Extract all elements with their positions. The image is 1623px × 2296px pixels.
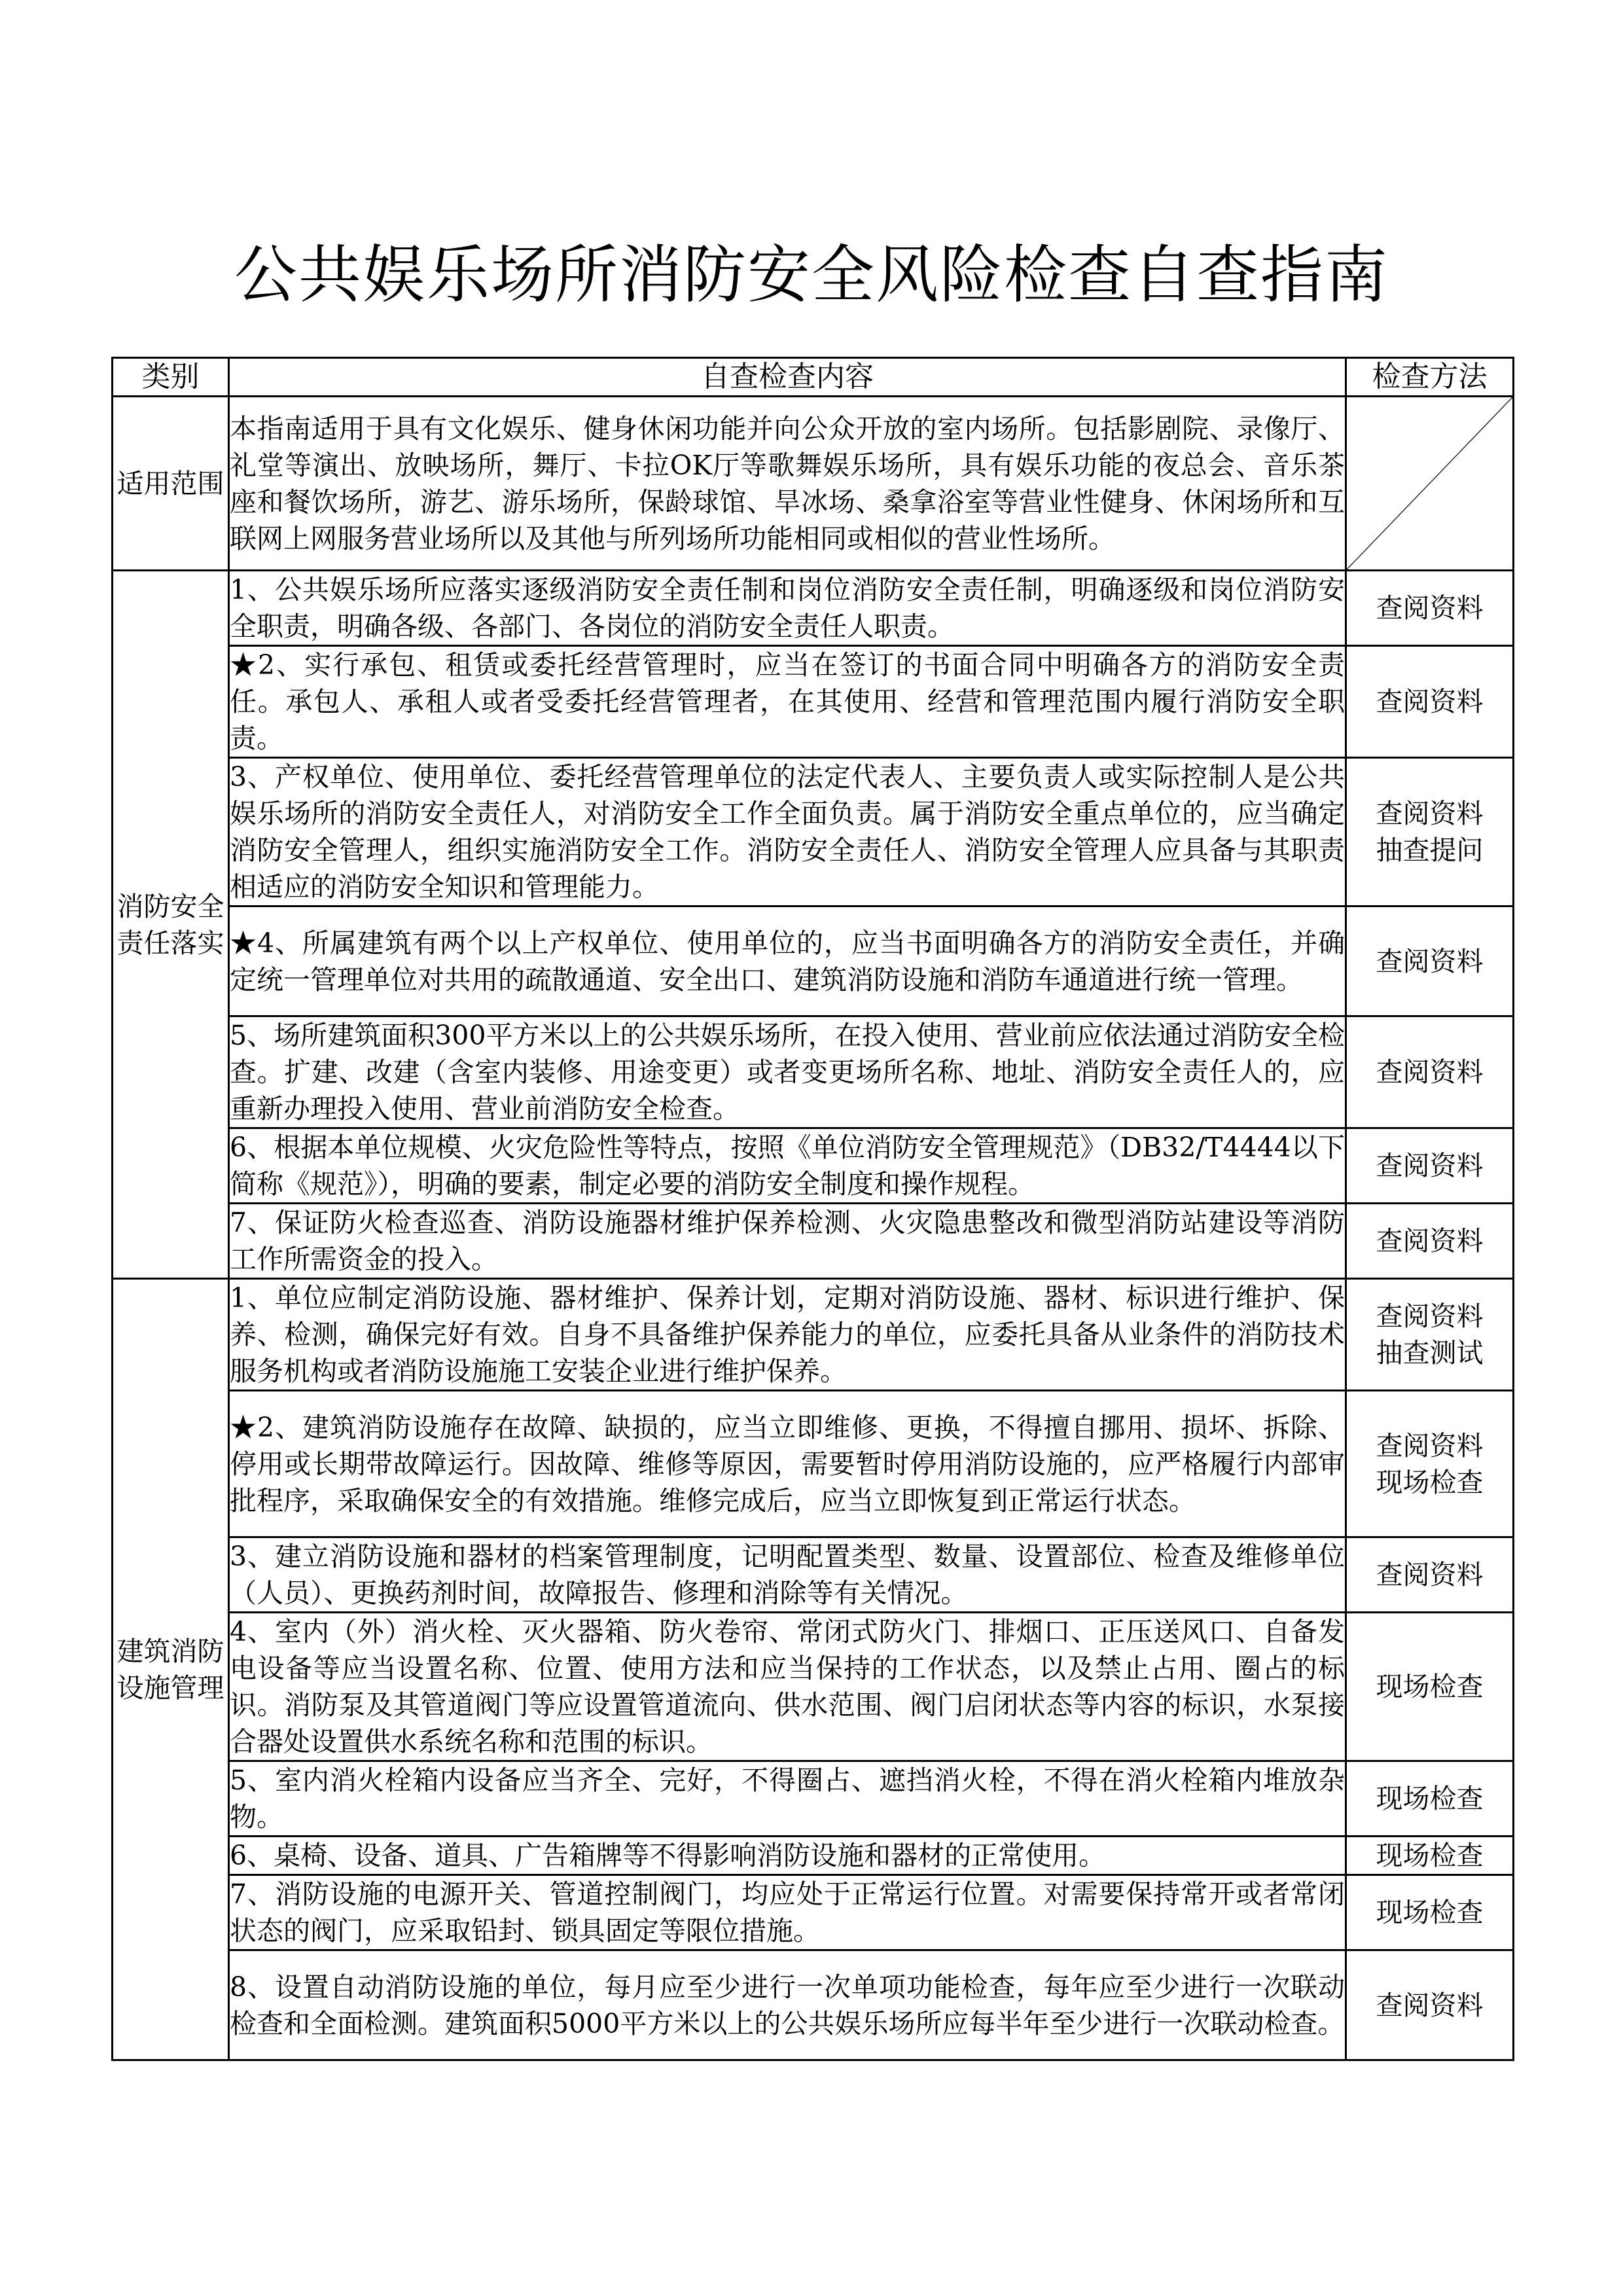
table-row: [113, 1875, 1514, 1950]
method-cell: [1346, 1279, 1514, 1391]
method-cell: [1346, 1128, 1514, 1204]
method-label: 现场检查: [1376, 1671, 1484, 1702]
table-header-row: [113, 358, 1514, 397]
method-label: 现场检查: [1376, 1840, 1484, 1871]
content-cell: 5、室内消火栓箱内设备应当齐全、完好，不得圈占、遮挡消火栓，不得在消火栓箱内堆放杂物。: [229, 1761, 1346, 1837]
table-row: [113, 1613, 1514, 1761]
diagonal-cell: [1346, 397, 1514, 571]
table-row: [113, 397, 1514, 571]
method-label: 现场检查: [1376, 1897, 1484, 1928]
table-row: [113, 1537, 1514, 1613]
method-cell: [1346, 1875, 1514, 1950]
content-cell: 5、场所建筑面积300平方米以上的公共娱乐场所，在投入使用、营业前应依法通过消防安全检查。扩建、改建（含室内装修、用途变更）或者变更场所名称、地址、消防安全责任人的，应重新办理投入使用、营业前消防安全检查。: [229, 1016, 1346, 1128]
method-cell: [1346, 1837, 1514, 1875]
content-cell: 1、公共娱乐场所应落实逐级消防安全责任制和岗位消防安全责任制，明确逐级和岗位消防安全职责，明确各级、各部门、各岗位的消防安全责任人职责。: [229, 571, 1346, 646]
method-cell: [1346, 1391, 1514, 1537]
method-cell: [1346, 1204, 1514, 1279]
method-label: 查阅资料: [1376, 1300, 1484, 1332]
table-row: [113, 906, 1514, 1016]
method-label: 查阅资料: [1376, 1225, 1484, 1257]
method-label: 查阅资料: [1376, 945, 1484, 977]
method-cell: [1346, 906, 1514, 1016]
table-row: [113, 1391, 1514, 1537]
method-label: 查阅资料: [1376, 1989, 1484, 2021]
table-row: [113, 758, 1514, 906]
table-row: [113, 1837, 1514, 1875]
content-cell: 4、室内（外）消火栓、灭火器箱、防火卷帘、常闭式防火门、排烟口、正压送风口、自备发电设备等应当设置名称、位置、使用方法和应当保持的工作状态，以及禁止占用、圈占的标识。消防泵及其管道阀门等应设置管道流向、供水范围、阀门启闭状态等内容的标识，水泵接合器处设置供水系统名称和范围的标识。: [229, 1613, 1346, 1761]
content-cell: ★4、所属建筑有两个以上产权单位、使用单位的，应当书面明确各方的消防安全责任，并确定统一管理单位对共用的疏散通道、安全出口、建筑消防设施和消防车通道进行统一管理。: [229, 906, 1346, 1016]
table-row: [113, 571, 1514, 646]
method-cell: [1346, 1613, 1514, 1761]
method-label: 查阅资料: [1376, 1056, 1484, 1088]
table-row: [113, 1204, 1514, 1279]
header-content: 自查检查内容: [229, 358, 1346, 397]
method-label: 现场检查: [1376, 1783, 1484, 1814]
table-row: [113, 1950, 1514, 2060]
content-cell: 本指南适用于具有文化娱乐、健身休闲功能并向公众开放的室内场所。包括影剧院、录像厅、礼堂等演出、放映场所，舞厅、卡拉OK厅等歌舞娱乐场所，具有娱乐功能的夜总会、音乐茶座和餐饮场所，游艺、游乐场所，保龄球馆、旱冰场、桑拿浴室等营业性健身、休闲场所和互联网上网服务营业场所以及其他与所列场所功能相同或相似的营业性场所。: [229, 397, 1346, 571]
method-label: 抽查提问: [1376, 834, 1484, 866]
content-cell: 7、保证防火检查巡查、消防设施器材维护保养检测、火灾隐患整改和微型消防站建设等消防工作所需资金的投入。: [229, 1204, 1346, 1279]
diagonal-line: [1347, 397, 1512, 569]
table-row: [113, 1279, 1514, 1391]
table-row: [113, 1016, 1514, 1128]
method-label: 查阅资料: [1376, 686, 1484, 717]
method-label: 查阅资料: [1376, 1429, 1484, 1462]
table-row: [113, 1761, 1514, 1837]
content-cell: 1、单位应制定消防设施、器材维护、保养计划，定期对消防设施、器材、标识进行维护、保养、检测，确保完好有效。自身不具备维护保养能力的单位，应委托具备从业条件的消防技术服务机构或者消防设施施工安装企业进行维护保养。: [229, 1279, 1346, 1391]
content-cell: 3、产权单位、使用单位、委托经营管理单位的法定代表人、主要负责人或实际控制人是公共娱乐场所的消防安全责任人，对消防安全工作全面负责。属于消防安全重点单位的，应当确定消防安全管理人，组织实施消防安全工作。消防安全责任人、消防安全管理人应具备与其职责相适应的消防安全知识和管理能力。: [229, 758, 1346, 906]
table-row: [113, 646, 1514, 758]
page-title: 公共娱乐场所消防安全风险检查自查指南: [234, 238, 1389, 312]
method-cell: [1346, 571, 1514, 646]
method-cell: [1346, 758, 1514, 906]
method-label: 抽查测试: [1376, 1337, 1484, 1369]
method-cell: [1346, 1761, 1514, 1837]
method-cell: [1346, 1537, 1514, 1613]
method-label: 查阅资料: [1376, 798, 1484, 829]
method-label: 查阅资料: [1376, 1559, 1484, 1590]
category-cell: 适用范围: [113, 397, 229, 571]
header-method: 检查方法: [1346, 358, 1514, 397]
category-cell: 建筑消防设施管理: [113, 1279, 229, 2060]
method-cell: [1346, 1950, 1514, 2060]
content-cell: 7、消防设施的电源开关、管道控制阀门，均应处于正常运行位置。对需要保持常开或者常闭状态的阀门，应采取铅封、锁具固定等限位措施。: [229, 1875, 1346, 1950]
content-cell: ★2、实行承包、租赁或委托经营管理时，应当在签订的书面合同中明确各方的消防安全责任。承包人、承租人或者受委托经营管理者，在其使用、经营和管理范围内履行消防安全职责。: [229, 646, 1346, 758]
content-cell: 8、设置自动消防设施的单位，每月应至少进行一次单项功能检查，每年应至少进行一次联动检查和全面检测。建筑面积5000平方米以上的公共娱乐场所应每半年至少进行一次联动检查。: [229, 1950, 1346, 2060]
header-category: 类别: [113, 358, 229, 397]
method-label: 现场检查: [1376, 1466, 1484, 1498]
method-label: 查阅资料: [1376, 592, 1484, 624]
method-label: 查阅资料: [1376, 1150, 1484, 1181]
content-cell: 3、建立消防设施和器材的档案管理制度，记明配置类型、数量、设置部位、检查及维修单位（人员）、更换药剂时间，故障报告、修理和消除等有关情况。: [229, 1537, 1346, 1613]
inspection-table: [111, 357, 1514, 2061]
content-cell: ★2、建筑消防设施存在故障、缺损的，应当立即维修、更换，不得擅自挪用、损坏、拆除、停用或长期带故障运行。因故障、维修等原因，需要暂时停用消防设施的，应严格履行内部审批程序，采取确保安全的有效措施。维修完成后，应当立即恢复到正常运行状态。: [229, 1391, 1346, 1537]
content-cell: 6、桌椅、设备、道具、广告箱牌等不得影响消防设施和器材的正常使用。: [229, 1837, 1346, 1875]
content-cell: 6、根据本单位规模、火灾危险性等特点，按照《单位消防安全管理规范》（DB32/T4444以下简称《规范》），明确的要素，制定必要的消防安全制度和操作规程。: [229, 1128, 1346, 1204]
method-cell: [1346, 646, 1514, 758]
method-cell: [1346, 1016, 1514, 1128]
category-cell: 消防安全责任落实: [113, 571, 229, 1279]
table-row: [113, 1128, 1514, 1204]
